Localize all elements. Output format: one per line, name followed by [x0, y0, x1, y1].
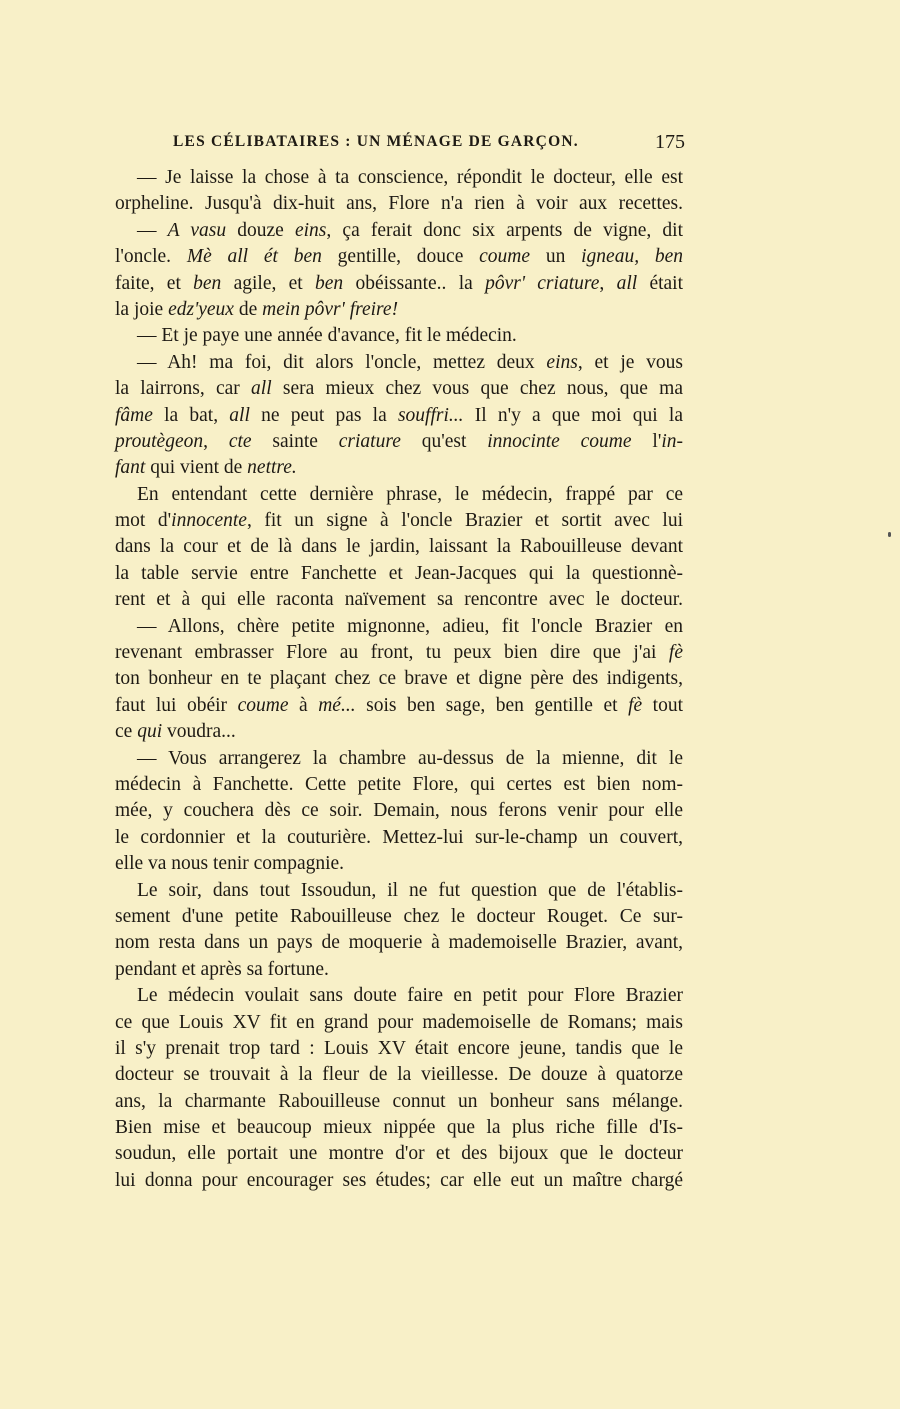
italic-run: fè	[628, 694, 643, 716]
text-line	[115, 746, 683, 772]
italic-run: innocente	[171, 510, 247, 532]
italic-run: innocinte coume	[487, 430, 632, 452]
text-run: ton bonheur en te plaçant chez ce brave et digne père des indigents,	[115, 668, 683, 690]
text-line	[115, 851, 683, 877]
text-line	[115, 508, 683, 534]
italic-run: mé...	[318, 694, 356, 716]
text-line	[115, 1141, 683, 1167]
text-line	[115, 191, 683, 217]
italic-run: edz'yeux	[168, 298, 234, 320]
text-line	[115, 1168, 683, 1194]
text-run: le cordonnier et la couturière. Mettez-lui sur-le-champ un couvert,	[115, 826, 683, 848]
italic-run: A vasu	[167, 219, 227, 241]
text-run: nom resta dans un pays de moquerie à mademoiselle Brazier, avant,	[115, 932, 683, 954]
text-line	[115, 719, 683, 745]
text-run: elle va nous tenir compagnie.	[115, 853, 345, 875]
italic-run: coume	[237, 694, 289, 716]
running-title: LES CÉLIBATAIRES : UN MÉNAGE DE GARÇON.	[173, 133, 579, 150]
text-line	[115, 798, 683, 824]
text-run: faite, et	[115, 272, 194, 294]
text-run: la bat,	[152, 404, 230, 426]
text-line	[115, 878, 683, 904]
italic-run: all	[251, 378, 272, 400]
text-line	[115, 587, 683, 613]
text-line	[115, 930, 683, 956]
text-line	[115, 218, 683, 244]
text-run: soudun, elle portait une montre d'or et des bijoux que le docteur	[115, 1143, 683, 1165]
italic-run: mein pôvr' freire!	[262, 298, 399, 320]
text-line	[115, 323, 683, 349]
text-run: sois ben sage, ben gentille et	[355, 694, 629, 716]
italic-run: all	[229, 404, 250, 426]
italic-run: Mè all ét ben	[186, 246, 322, 268]
text-run: — Et je paye une année d'avance, fit le médecin.	[137, 325, 517, 347]
text-run: mot d'	[115, 510, 172, 532]
text-run: l'oncle.	[115, 246, 187, 268]
text-run: ,	[203, 430, 229, 452]
text-line	[115, 482, 683, 508]
text-run: lui donna pour encourager ses études; car elle eut un maître chargé	[115, 1169, 683, 1191]
text-run: sement d'une petite Rabouilleuse chez le docteur Rouget. Ce sur-	[115, 905, 683, 927]
text-line	[115, 772, 683, 798]
text-run: il s'y prenait trop tard : Louis XV était encore jeune, tandis que le	[115, 1037, 683, 1059]
text-run: était	[637, 272, 684, 294]
text-line	[115, 1036, 683, 1062]
body-text	[115, 165, 683, 1194]
text-run: médecin à Fanchette. Cette petite Flore, qui certes est bien nom-	[115, 773, 683, 795]
text-line	[115, 904, 683, 930]
text-run: , fit un signe à l'oncle Brazier et sortit avec lui	[246, 510, 683, 532]
italic-run: ben	[315, 272, 344, 294]
text-line	[115, 1010, 683, 1036]
italic-run: proutègeon	[115, 430, 204, 452]
text-run: , et je vous	[577, 351, 684, 373]
text-run: Le soir, dans tout Issoudun, il ne fut question que de l'établis-	[137, 879, 683, 901]
text-run: — Je laisse la chose à ta conscience, répondit le docteur, elle est	[137, 167, 683, 188]
text-run: dans la cour et de là dans le jardin, laissant la Rabouilleuse devant	[115, 536, 683, 558]
italic-run: fè	[668, 642, 683, 664]
text-run: de	[233, 298, 263, 320]
text-line	[115, 561, 683, 587]
text-run: sainte	[251, 430, 339, 452]
text-run: ,	[599, 272, 617, 294]
text-run: faut lui obéir	[115, 694, 238, 716]
text-run: voudra...	[162, 721, 236, 743]
text-line	[115, 403, 683, 429]
text-line	[115, 244, 683, 270]
text-run: pendant et après sa fortune.	[115, 958, 329, 980]
text-run: agile, et	[221, 272, 316, 294]
text-run: ans, la charmante Rabouilleuse connut un bonheur sans mélange.	[115, 1090, 683, 1112]
text-line	[115, 1062, 683, 1088]
text-run: mée, y couchera dès ce soir. Demain, nous ferons venir pour elle	[115, 800, 683, 822]
italic-run: ben	[193, 272, 222, 294]
text-run: à	[288, 694, 319, 716]
text-line	[115, 455, 683, 481]
text-run: — Allons, chère petite mignonne, adieu, fit l'oncle Brazier en	[137, 615, 683, 637]
text-line	[115, 693, 683, 719]
text-run: sera mieux chez vous que chez nous, que ma	[271, 378, 683, 400]
text-run: ne peut pas la	[249, 404, 398, 426]
text-line	[115, 271, 683, 297]
italic-run: nettre.	[247, 457, 297, 479]
text-run: gentille, douce	[321, 246, 480, 268]
ink-speck	[888, 532, 891, 537]
italic-run: pôvr' criature	[485, 272, 600, 294]
text-run: qui vient de	[145, 457, 248, 479]
italic-run: in-	[661, 430, 683, 452]
text-run: la table servie entre Fanchette et Jean-Jacques qui la questionnè-	[115, 562, 683, 584]
text-run: revenant embrasser Flore au front, tu peux bien dire que j'ai	[115, 642, 669, 664]
italic-run: all	[616, 272, 638, 294]
italic-run: eins	[546, 351, 578, 373]
text-line	[115, 957, 683, 983]
text-run: ce que Louis XV fit en grand pour mademoiselle de Romans; mais	[115, 1011, 683, 1033]
text-run: — Vous arrangerez la chambre au-dessus de la mienne, dit le	[137, 747, 683, 769]
text-run: En entendant cette dernière phrase, le médecin, frappé par ce	[137, 483, 683, 505]
text-line	[115, 534, 683, 560]
text-run: la joie	[115, 298, 169, 320]
text-run: — Ah! ma foi, dit alors l'oncle, mettez deux	[137, 351, 547, 373]
text-line	[115, 350, 683, 376]
text-line	[115, 666, 683, 692]
text-line	[115, 614, 683, 640]
text-line	[115, 1089, 683, 1115]
italic-run: coume	[479, 246, 531, 268]
text-line	[115, 640, 683, 666]
text-line	[115, 165, 683, 191]
italic-run: fant	[115, 457, 146, 479]
text-run: Le médecin voulait sans doute faire en petit pour Flore Brazier	[137, 985, 683, 1007]
text-run: un	[530, 246, 582, 268]
italic-run: cte	[228, 430, 252, 452]
text-run: obéissante.. la	[343, 272, 486, 294]
text-run: douze	[226, 219, 295, 241]
text-run: la lairrons, car	[115, 378, 252, 400]
text-line	[115, 429, 683, 455]
text-run: Bien mise et beaucoup mieux nippée que la plus riche fille d'Is-	[115, 1117, 683, 1139]
text-line	[115, 297, 683, 323]
text-run: —	[137, 219, 168, 241]
italic-run: souffri...	[397, 404, 464, 426]
italic-run: igneau, ben	[581, 246, 684, 268]
text-line	[115, 376, 683, 402]
text-run: rent et à qui elle raconta naïvement sa rencontre avec le docteur.	[115, 589, 683, 611]
running-header	[173, 133, 685, 159]
italic-run: eins	[294, 219, 327, 241]
text-run: l'	[631, 430, 662, 452]
text-run: Il n'y a que moi qui la	[463, 404, 683, 426]
italic-run: fâme	[115, 404, 153, 426]
page-number: 175	[655, 131, 685, 153]
text-run: , ça ferait donc six arpents de vigne, dit	[326, 219, 684, 241]
text-run: docteur se trouvait à la fleur de la vieillesse. De douze à quatorze	[115, 1064, 683, 1086]
italic-run: qui	[137, 721, 163, 743]
text-line	[115, 983, 683, 1009]
text-run: tout	[642, 694, 684, 716]
text-run: qu'est	[400, 430, 488, 452]
text-line	[115, 1115, 683, 1141]
text-run: orpheline. Jusqu'à dix-huit ans, Flore n'a rien à voir aux recettes.	[115, 193, 683, 215]
italic-run: criature	[338, 430, 401, 452]
text-run: ce	[115, 721, 138, 743]
text-line	[115, 825, 683, 851]
